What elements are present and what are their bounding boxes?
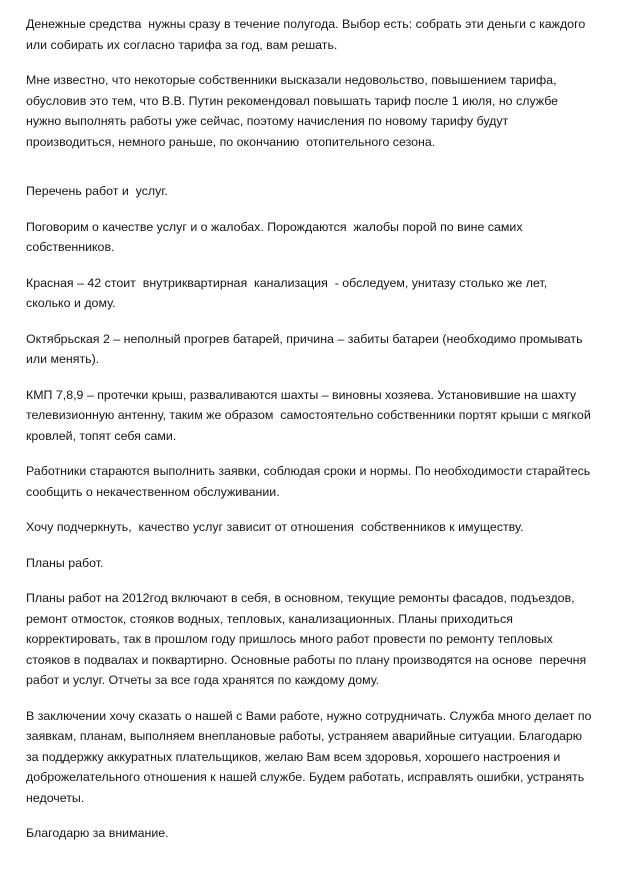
paragraph-quality-note: Хочу подчеркнуть, качество услуг зависит от отношения собственников к имуществу. (26, 520, 524, 534)
paragraph-2: Мне известно, что некоторые собственники высказали недовольство, повышением тарифа, обусловив это тем, что В.В. Путин рекомендовал повышать тариф после 1 июля, но службе нужно выполнять работы уже сейчас, поэтому начисления по новому тарифу будут производиться, немного раньше, по окончанию отопительного сезона. (26, 73, 562, 149)
paragraph-thanks: Благодарю за внимание. (26, 826, 169, 840)
paragraph-workers: Работники стараются выполнить заявки, соблюдая сроки и нормы. По необходимости старайтесь сообщить о некачественном обслуживании. (26, 464, 594, 499)
paragraph-heading-works-list: Перечень работ и услуг. (26, 184, 168, 198)
paragraph-1: Денежные средства нужны сразу в течение полугода. Выбор есть: собрать эти деньги с каждого или собирать их согласно тарифа за год, вам решать. (26, 17, 589, 52)
paragraph-plans-2012: Планы работ на 2012год включают в себя, в основном, текущие ремонты фасадов, подъездов, ремонт отмосток, стояков водных, тепловых, канализационных. Планы приходиться корректировать, так в прошлом году пришлось много работ провести по ремонту тепловых стояков в подвалах и поквартирно. Основные работы по плану производятся на основе перечня работ и услуг. Отчеты за все года хранятся по каждому дому. (26, 591, 590, 687)
paragraph-oktyabrskaya-2: Октябрьская 2 – неполный прогрев батарей, причина – забиты батареи (необходимо промывать или менять). (26, 331, 586, 366)
paragraph-krasnaya-42: Красная – 42 стоит внутриквартирная канализация - обследуем, унитазу столько же лет, сколько и дому. (26, 275, 551, 310)
paragraph-conclusion: В заключении хочу сказать о нашей с Вами работе, нужно сотрудничать. Служба много делает по заявкам, планам, выполняем внеплановые работы, устраняем аварийные ситуации. Благодарю за поддержку аккуратных плательщиков, желаю Вам всем здоровья, хорошего настроения и доброжелательного отношения к нашей службе. Будем работать, исправлять ошибки, устранять недочеты. (26, 708, 595, 805)
paragraph-heading-work-plans: Планы работ. (26, 555, 104, 570)
paragraph-kmp-789: КМП 7,8,9 – протечки крыш, разваливаются шахты – виновны хозяева. Установившие на шахту телевизионную антенну, таким же образом самостоятельно собственники портят крыши с мягкой кровлей, топят себя сами. (26, 387, 595, 443)
paragraph-3: Поговорим о качестве услуг и о жалобах. Порождаются жалобы порой по вине самих собственников. (26, 219, 526, 254)
